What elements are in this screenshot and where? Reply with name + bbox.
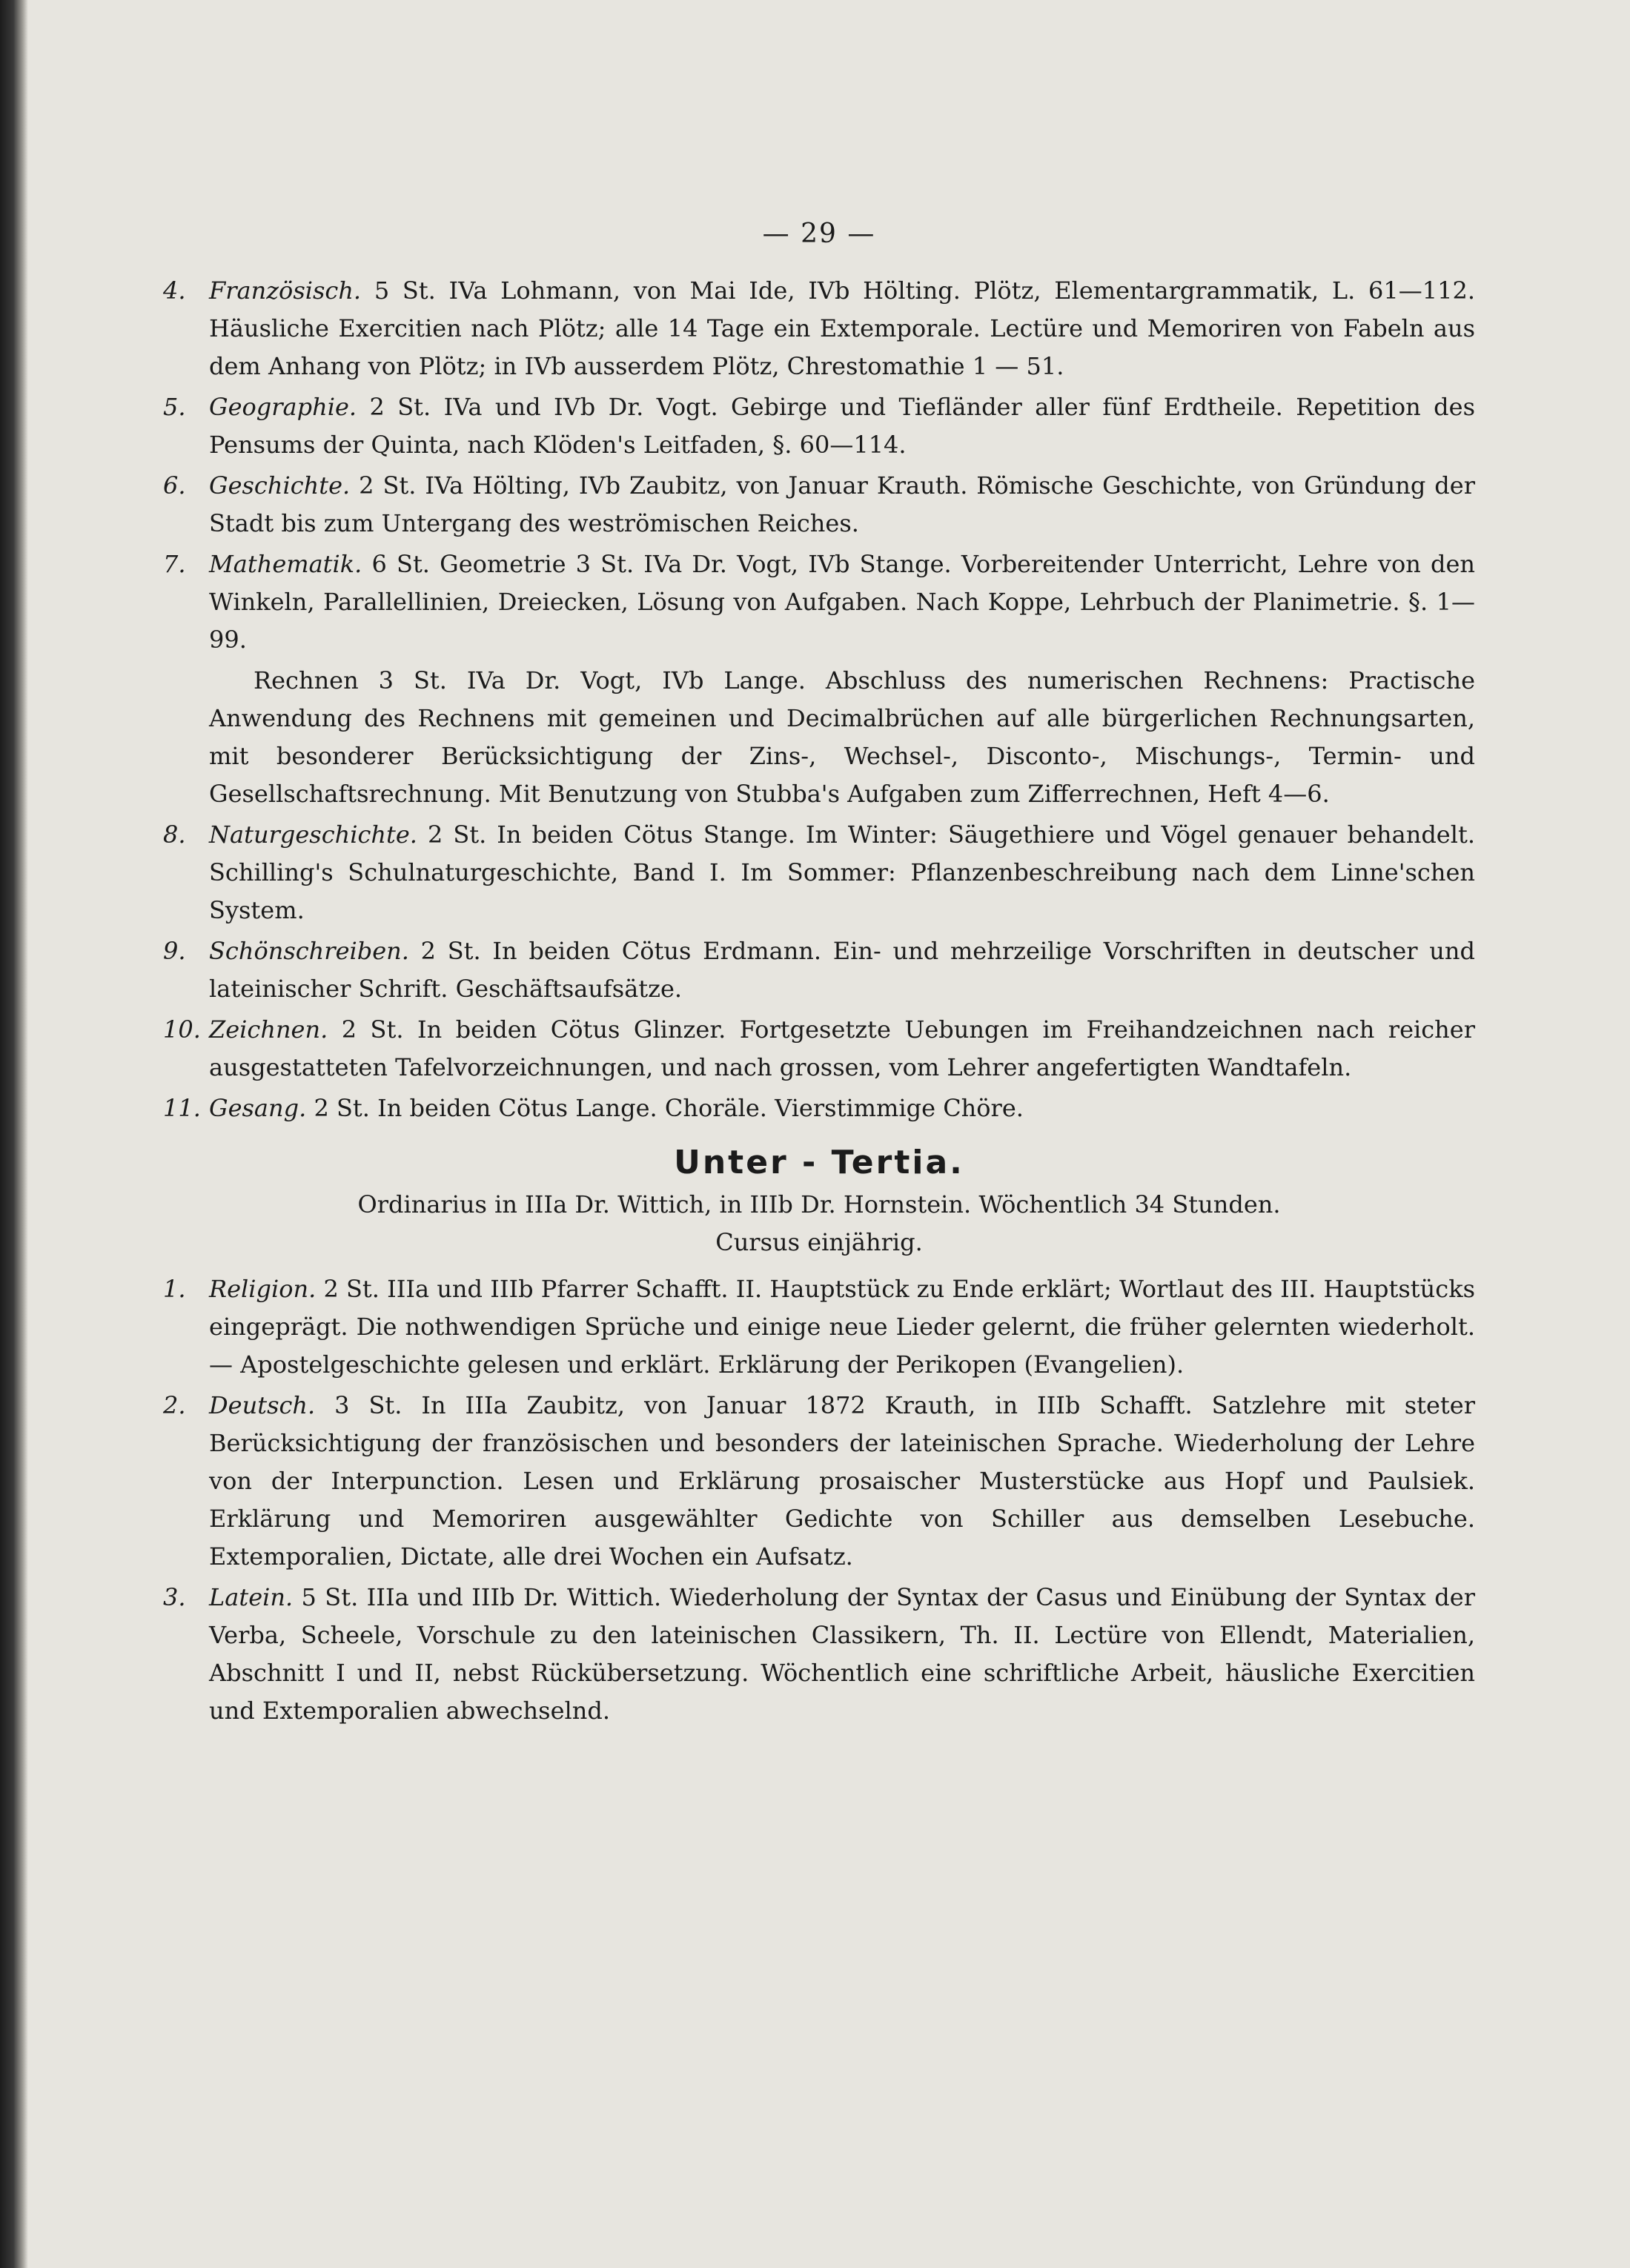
entry-latein (163, 1579, 1475, 1730)
entry-zeichnen (163, 1011, 1475, 1087)
entry-number: 2. (163, 1391, 186, 1419)
entry-text: 2 St. IIIa und IIIb Pfarrer Schafft. II. Hauptstück zu Ende erklärt; Wortlaut des III. Hauptstücks eingeprägt. Die nothwendigen Sprüche und einige neue Lieder gelernt, die früher gelernten wiederholt. — Apostelgeschichte gelesen und erklärt. Erklärung der Perikopen (Evangelien). (209, 1275, 1476, 1379)
entry-number: 7. (163, 550, 186, 578)
entry-number: 5. (163, 393, 186, 421)
entry-franzoesisch (163, 272, 1475, 385)
entry-text: 6 St. Geometrie 3 St. IVa Dr. Vogt, IVb Stange. Vorbereitender Unterricht, Lehre von den Winkeln, Parallellinien, Dreiecken, Lösung von Aufgaben. Nach Koppe, Lehrbuch der Planimetrie. §. 1—99. (209, 550, 1476, 654)
entry-rechnen (163, 662, 1475, 813)
entry-deutsch (163, 1387, 1475, 1576)
entry-subject: Geographie. (209, 393, 357, 421)
entry-text: 5 St. IIIa und IIIb Dr. Wittich. Wiederholung der Syntax der Casus und Einübung der Syntax der Verba, Scheele, Vorschule zu den lateinischen Classikern, Th. II. Lectüre von Ellendt, Materialien, Abschnitt I und II, nebst Rückübersetzung. Wöchentlich eine schriftliche Arbeit, häusliche Exercitien und Extemporalien abwechselnd. (209, 1583, 1476, 1725)
page-content (163, 215, 1475, 1733)
entry-number: 9. (163, 937, 186, 965)
entry-gesang (163, 1090, 1475, 1127)
entry-text: 2 St. In beiden Cötus Stange. Im Winter: Säugethiere und Vögel genauer behandelt. Schilling's Schulnaturgeschichte, Band I. Im Sommer: Pflanzenbeschreibung nach dem Linne'schen System. (209, 820, 1475, 924)
entry-text: 5 St. IVa Lohmann, von Mai Ide, IVb Hölting. Plötz, Elementargrammatik, L. 61—112. Häusliche Exercitien nach Plötz; alle 14 Tage ein Extemporale. Lectüre und Memoriren von Fabeln aus dem Anhang von Plötz; in IVb ausserdem Plötz, Chrestomathie 1 — 51. (209, 276, 1476, 380)
entry-mathematik (163, 546, 1475, 659)
entry-number: 4. (163, 276, 186, 305)
entry-religion (163, 1270, 1475, 1384)
entry-text: Rechnen 3 St. IVa Dr. Vogt, IVb Lange. Abschluss des numerischen Rechnens: Practische Anwendung des Rechnens mit gemeinen und Decimalbrüchen auf alle bürgerlichen Rechnungsarten, mit besonderer Berücksichtigung der Zins-, Wechsel-, Disconto-, Mischungs-, Termin- und Gesellschaftsrechnung. Mit Benutzung von Stubba's Aufgaben zum Zifferrechnen, Heft 4—6. (209, 666, 1475, 808)
section-subtitle: Ordinarius in IIIa Dr. Wittich, in IIIb Dr. Hornstein. Wöchentlich 34 Stunden. (357, 1190, 1281, 1218)
entry-number: 11. (163, 1094, 201, 1122)
entry-text: 2 St. IVa Hölting, IVb Zaubitz, von Januar Krauth. Römische Geschichte, von Gründung der Stadt bis zum Untergang des weströmischen Reiches. (209, 471, 1476, 537)
section-title: Unter - Tertia. (674, 1144, 964, 1181)
section-subtitle-cursus: Cursus einjährig. (715, 1228, 923, 1256)
entry-number: 1. (163, 1275, 186, 1303)
entry-number: 8. (163, 820, 186, 849)
entry-subject: Französisch. (209, 276, 362, 305)
entry-number (163, 662, 209, 813)
entry-schoenschreiben (163, 932, 1475, 1008)
entry-subject: Zeichnen. (209, 1015, 328, 1044)
entry-subject: Gesang. (209, 1094, 307, 1122)
entry-subject: Deutsch. (209, 1391, 316, 1419)
entry-text: 2 St. IVa und IVb Dr. Vogt. Gebirge und Tiefländer aller fünf Erdtheile. Repetition des Pensums der Quinta, nach Klöden's Leitfaden, §. 60—114. (209, 393, 1476, 459)
entry-subject: Latein. (209, 1583, 294, 1611)
entry-subject: Mathematik. (209, 550, 362, 578)
entry-naturgeschichte (163, 816, 1475, 929)
entry-text: 2 St. In beiden Cötus Glinzer. Fortgesetzte Uebungen im Freihandzeichnen nach reicher ausgestatteten Tafelvorzeichnungen, und nach grossen, vom Lehrer angefertigten Wandtafeln. (209, 1015, 1475, 1081)
entry-subject: Geschichte. (209, 471, 351, 500)
entry-geschichte (163, 467, 1475, 543)
entry-subject: Religion. (209, 1275, 317, 1303)
entry-text: 2 St. In beiden Cötus Lange. Choräle. Vierstimmige Chöre. (314, 1094, 1024, 1122)
entry-geographie (163, 388, 1475, 464)
entry-subject: Naturgeschichte. (209, 820, 417, 849)
page-number: — 29 — (762, 219, 876, 249)
entry-subject: Schönschreiben. (209, 937, 409, 965)
entry-number: 6. (163, 471, 186, 500)
entry-text: 3 St. In IIIa Zaubitz, von Januar 1872 Krauth, in IIIb Schafft. Satzlehre mit steter Berücksichtigung der französischen und besonders der lateinischen Sprache. Wiederholung der Lehre von der Interpunction. Lesen und Erklärung prosaischer Musterstücke aus Hopf und Paulsiek. Erklärung und Memoriren ausgewählter Gedichte von Schiller aus demselben Lesebuche. Extemporalien, Dictate, alle drei Wochen ein Aufsatz. (209, 1391, 1476, 1571)
entry-text: 2 St. In beiden Cötus Erdmann. Ein- und mehrzeilige Vorschriften in deutscher und lateinischer Schrift. Geschäftsaufsätze. (209, 937, 1476, 1003)
entry-number: 10. (163, 1015, 201, 1044)
binding-shadow (0, 0, 28, 2268)
entry-number: 3. (163, 1583, 186, 1611)
